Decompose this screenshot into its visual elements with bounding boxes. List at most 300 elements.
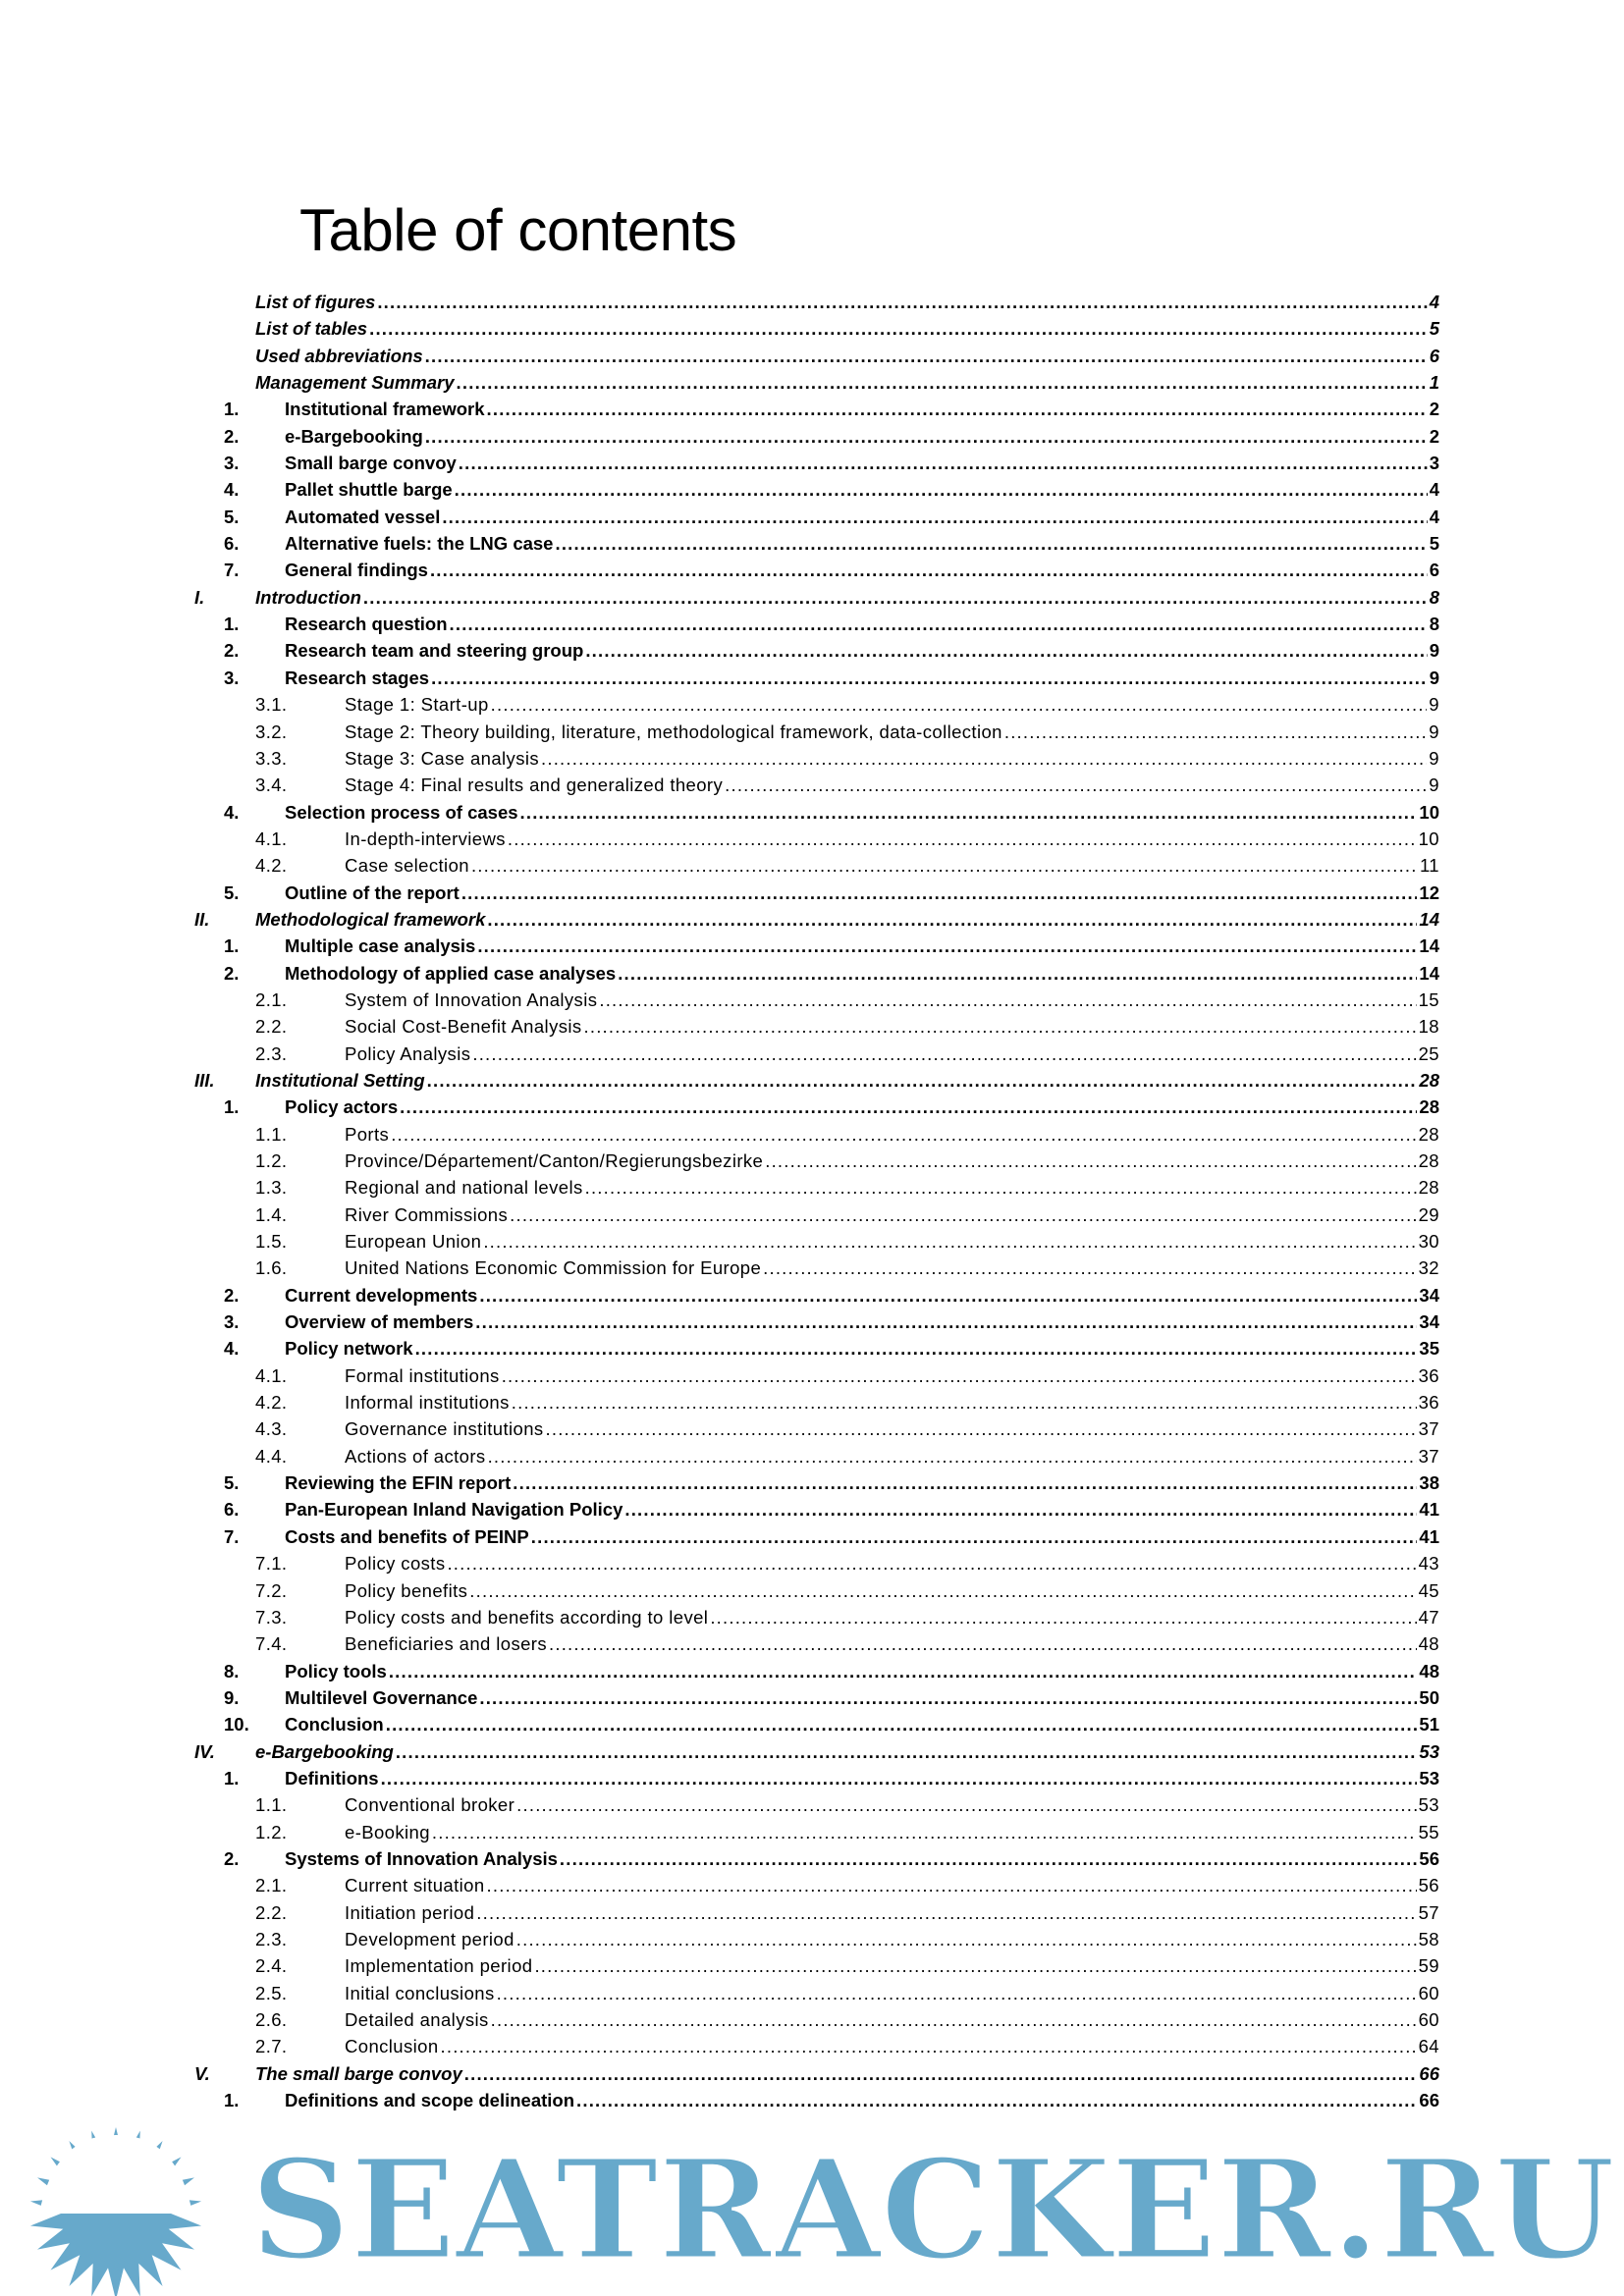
toc-entry-label: Detailed analysis xyxy=(345,2009,489,2030)
toc-entry-number: 2. xyxy=(224,640,240,662)
toc-entry-page: 18 xyxy=(1418,1016,1439,1038)
toc-entry[interactable] xyxy=(194,1604,1439,1630)
toc-entry[interactable] xyxy=(194,772,1439,798)
dot-leader xyxy=(576,2087,1417,2113)
toc-entry-label: Social Cost-Benefit Analysis xyxy=(345,1016,582,1038)
toc-entry-number: 1. xyxy=(224,935,240,957)
toc-entry-label: Policy costs xyxy=(345,1553,446,1575)
toc-entry-number: 2. xyxy=(224,1847,240,1869)
toc-entry[interactable] xyxy=(194,1389,1439,1415)
toc-entry-page: 4 xyxy=(1429,506,1439,527)
toc-entry-page: 28 xyxy=(1418,1177,1439,1199)
dot-leader xyxy=(725,772,1427,798)
toc-entry-number: 2. xyxy=(224,425,240,447)
toc-entry-page: 10 xyxy=(1418,828,1439,849)
toc-entry-number: II. xyxy=(194,908,210,930)
toc-entry-label: Stage 3: Case analysis xyxy=(345,747,540,769)
dot-leader xyxy=(487,1872,1417,1898)
toc-entry-label: Outline of the report xyxy=(285,881,460,903)
toc-entry[interactable] xyxy=(194,933,1439,959)
toc-entry-number: 4. xyxy=(224,1338,240,1360)
dot-leader xyxy=(381,1765,1418,1791)
dot-leader xyxy=(516,1791,1416,1818)
toc-entry[interactable] xyxy=(194,1443,1439,1469)
toc-entry[interactable] xyxy=(194,369,1439,396)
toc-entry-page: 8 xyxy=(1429,614,1439,635)
dot-leader xyxy=(476,1899,1416,1926)
dot-leader xyxy=(377,289,1427,315)
toc-entry[interactable] xyxy=(194,1013,1439,1040)
toc-entry-number: 2.2. xyxy=(255,1901,288,1923)
dot-leader xyxy=(584,1013,1417,1040)
toc-entry-number: 3.4. xyxy=(255,774,288,796)
toc-entry-page: 66 xyxy=(1419,2062,1439,2084)
toc-entry-label: Multilevel Governance xyxy=(285,1686,478,1708)
toc-entry-label: Stage 1: Start-up xyxy=(345,694,489,716)
toc-entry[interactable] xyxy=(194,1255,1439,1281)
dot-leader xyxy=(386,1711,1418,1737)
toc-entry-label: List of figures xyxy=(255,292,376,312)
toc-entry-number: 2.6. xyxy=(255,2009,288,2030)
toc-entry[interactable] xyxy=(194,880,1439,906)
toc-entry-page: 48 xyxy=(1418,1633,1439,1655)
toc-entry-number: 9. xyxy=(224,1686,240,1708)
toc-entry-label: Costs and benefits of PEINP xyxy=(285,1525,529,1547)
toc-entry-page: 56 xyxy=(1419,1847,1439,1869)
toc-entry[interactable] xyxy=(194,1899,1439,1926)
toc-entry[interactable] xyxy=(194,315,1439,342)
toc-entry-number: 5. xyxy=(224,506,240,527)
toc-entry[interactable] xyxy=(194,1819,1439,1845)
toc-entry-number: 3. xyxy=(224,667,240,688)
toc-entry[interactable] xyxy=(194,1791,1439,1818)
toc-entry-page: 41 xyxy=(1419,1525,1439,1547)
toc-entry[interactable] xyxy=(194,1282,1439,1308)
toc-entry-number: 6. xyxy=(224,1499,240,1521)
toc-entry[interactable] xyxy=(194,691,1439,718)
toc-entry-label: Conclusion xyxy=(285,1714,384,1735)
toc-entry[interactable] xyxy=(194,1201,1439,1228)
toc-entry-page: 12 xyxy=(1419,881,1439,903)
toc-entry-page: 28 xyxy=(1418,1123,1439,1145)
toc-entry[interactable] xyxy=(194,1952,1439,1979)
dot-leader xyxy=(546,1415,1417,1442)
toc-entry-label: Small barge convoy xyxy=(285,453,457,474)
toc-entry[interactable] xyxy=(194,1496,1439,1522)
toc-entry[interactable] xyxy=(194,1121,1439,1148)
toc-entry-page: 15 xyxy=(1418,988,1439,1010)
toc-entry-page: 9 xyxy=(1429,694,1439,716)
toc-entry[interactable] xyxy=(194,745,1439,772)
toc-entry-label: Multiple case analysis xyxy=(285,935,476,957)
toc-entry-label: United Nations Economic Commission for Europe xyxy=(345,1257,762,1279)
toc-entry-number: 2.5. xyxy=(255,1982,288,2003)
toc-entry-page: 9 xyxy=(1429,774,1439,796)
dot-leader xyxy=(415,1335,1418,1362)
toc-entry-page: 53 xyxy=(1419,1767,1439,1789)
toc-entry-number: 10. xyxy=(224,1714,249,1735)
page-title: Table of contents xyxy=(299,197,737,263)
toc-entry[interactable] xyxy=(194,476,1439,503)
toc-entry-number: 2. xyxy=(224,962,240,984)
toc-entry-number: 5. xyxy=(224,881,240,903)
toc-entry-label: In-depth-interviews xyxy=(345,828,506,849)
toc-entry-number: 7. xyxy=(224,1525,240,1547)
toc-entry[interactable] xyxy=(194,1415,1439,1442)
toc-entry-label: Formal institutions xyxy=(345,1364,500,1386)
dot-leader xyxy=(534,1952,1416,1979)
dot-leader xyxy=(369,315,1428,342)
dot-leader xyxy=(461,880,1418,906)
toc-entry-number: 4.3. xyxy=(255,1418,288,1440)
toc-entry-label: Policy benefits xyxy=(345,1579,468,1601)
toc-entry-page: 37 xyxy=(1418,1418,1439,1440)
toc-entry[interactable] xyxy=(194,1658,1439,1684)
dot-leader xyxy=(442,504,1427,530)
toc-entry-label: Stage 4: Final results and generalized theory xyxy=(345,774,724,796)
toc-entry[interactable] xyxy=(194,450,1439,476)
toc-entry[interactable] xyxy=(194,1872,1439,1898)
dot-leader xyxy=(516,1926,1417,1952)
toc-entry[interactable] xyxy=(194,1980,1439,2006)
dot-leader xyxy=(457,369,1428,396)
dot-leader xyxy=(427,1067,1418,1094)
toc-entry-page: 43 xyxy=(1418,1553,1439,1575)
toc-entry[interactable] xyxy=(194,719,1439,745)
toc-entry-number: I. xyxy=(194,586,205,608)
toc-entry[interactable] xyxy=(194,1228,1439,1255)
toc-entry-label: Regional and national levels xyxy=(345,1177,583,1199)
toc-entry-number: 1. xyxy=(224,1096,240,1118)
toc-entry-label: Initiation period xyxy=(345,1901,475,1923)
toc-entry[interactable] xyxy=(194,2006,1439,2033)
dot-leader xyxy=(555,530,1427,557)
toc-entry[interactable] xyxy=(194,1308,1439,1335)
dot-leader xyxy=(531,1523,1418,1550)
dot-leader xyxy=(549,1630,1417,1657)
toc-entry-label: Current situation xyxy=(345,1875,485,1896)
toc-entry[interactable] xyxy=(194,343,1439,369)
toc-entry[interactable] xyxy=(194,611,1439,637)
toc-entry-page: 4 xyxy=(1429,292,1439,312)
toc-entry-page: 36 xyxy=(1418,1392,1439,1414)
toc-entry-page: 41 xyxy=(1419,1499,1439,1521)
toc-entry-page: 36 xyxy=(1418,1364,1439,1386)
toc-entry-page: 14 xyxy=(1419,908,1439,930)
dot-leader xyxy=(488,1443,1417,1469)
toc-entry[interactable] xyxy=(194,1630,1439,1657)
toc-entry-label: List of tables xyxy=(255,318,368,340)
dot-leader xyxy=(502,1362,1417,1389)
dot-leader xyxy=(510,1201,1416,1228)
toc-entry[interactable] xyxy=(194,1926,1439,1952)
toc-entry-page: 53 xyxy=(1419,1740,1439,1762)
toc-entry-label: Beneficiaries and losers xyxy=(345,1633,548,1655)
toc-entry-label: Management Summary xyxy=(255,372,455,394)
toc-entry-label: e-Bargebooking xyxy=(285,425,423,447)
dot-leader xyxy=(599,987,1416,1013)
dot-leader xyxy=(497,1980,1417,2006)
dot-leader xyxy=(520,799,1418,826)
dot-leader xyxy=(472,1041,1416,1067)
dot-leader xyxy=(471,852,1418,879)
toc-entry[interactable] xyxy=(194,637,1439,664)
toc-entry-page: 25 xyxy=(1418,1042,1439,1064)
dot-leader xyxy=(425,343,1428,369)
toc-entry-label: The small barge convoy xyxy=(255,2062,462,2084)
toc-entry-label: e-Booking xyxy=(345,1821,430,1842)
dot-leader xyxy=(479,1684,1417,1711)
dot-leader xyxy=(363,584,1428,611)
toc-entry-number: 4.1. xyxy=(255,1364,288,1386)
toc-entry-label: Reviewing the EFIN report xyxy=(285,1472,512,1494)
toc-entry-page: 50 xyxy=(1419,1686,1439,1708)
toc-entry[interactable] xyxy=(194,1041,1439,1067)
toc-entry-number: 1.3. xyxy=(255,1177,288,1199)
toc-entry-label: Selection process of cases xyxy=(285,801,518,823)
toc-entry-number: 7.4. xyxy=(255,1633,288,1655)
dot-leader xyxy=(396,1738,1418,1765)
toc-entry-page: 32 xyxy=(1418,1257,1439,1279)
toc-entry-label: System of Innovation Analysis xyxy=(345,988,598,1010)
toc-entry-number: 1. xyxy=(224,2090,240,2111)
dot-leader xyxy=(464,2060,1418,2087)
toc-entry-label: Case selection xyxy=(345,855,469,877)
toc-entry-page: 60 xyxy=(1418,1982,1439,2003)
toc-entry-page: 37 xyxy=(1418,1445,1439,1467)
toc-entry-number: 2.1. xyxy=(255,1875,288,1896)
toc-entry-page: 28 xyxy=(1418,1150,1439,1171)
toc-entry-page: 45 xyxy=(1418,1579,1439,1601)
toc-entry-number: 6. xyxy=(224,533,240,555)
toc-entry[interactable] xyxy=(194,423,1439,450)
toc-entry-page: 14 xyxy=(1419,962,1439,984)
toc-entry-number: 2.7. xyxy=(255,2036,288,2057)
toc-entry-page: 60 xyxy=(1418,2009,1439,2030)
toc-entry[interactable] xyxy=(194,2087,1439,2113)
toc-entry-page: 35 xyxy=(1419,1338,1439,1360)
toc-entry-page: 2 xyxy=(1429,425,1439,447)
toc-entry-page: 9 xyxy=(1429,640,1439,662)
toc-entry-number: 1.2. xyxy=(255,1821,288,1842)
toc-entry-label: Policy tools xyxy=(285,1660,387,1682)
toc-entry-number: 1. xyxy=(224,399,240,420)
toc-entry[interactable] xyxy=(194,1362,1439,1389)
toc-entry-label: Conclusion xyxy=(345,2036,439,2057)
toc-entry-number: 3. xyxy=(224,453,240,474)
toc-entry[interactable] xyxy=(194,906,1439,933)
toc-entry-page: 9 xyxy=(1429,747,1439,769)
toc-entry[interactable] xyxy=(194,1094,1439,1120)
toc-entry-number: 3.2. xyxy=(255,721,288,742)
toc-entry[interactable] xyxy=(194,1845,1439,1872)
toc-entry-number: 2.2. xyxy=(255,1016,288,1038)
toc-entry-number: 2.3. xyxy=(255,1928,288,1949)
toc-entry[interactable] xyxy=(194,1577,1439,1604)
dot-leader xyxy=(425,423,1428,450)
toc-entry-label: Implementation period xyxy=(345,1955,533,1977)
toc-entry-label: Definitions xyxy=(285,1767,379,1789)
dot-leader xyxy=(400,1094,1417,1120)
toc-entry[interactable] xyxy=(194,987,1439,1013)
dot-leader xyxy=(710,1604,1416,1630)
toc-entry-number: 4. xyxy=(224,801,240,823)
toc-entry[interactable] xyxy=(194,504,1439,530)
toc-entry[interactable] xyxy=(194,1550,1439,1576)
toc-entry-label: Automated vessel xyxy=(285,506,441,527)
toc-entry-label: Conventional broker xyxy=(345,1794,515,1816)
dot-leader xyxy=(459,450,1428,476)
toc-entry-number: 4.2. xyxy=(255,1392,288,1414)
toc-entry-number: 3.3. xyxy=(255,747,288,769)
dot-leader xyxy=(479,1282,1417,1308)
toc-entry-number: 1.1. xyxy=(255,1123,288,1145)
toc-entry-number: 8. xyxy=(224,1660,240,1682)
toc-entry[interactable] xyxy=(194,584,1439,611)
seatracker-watermark-logo xyxy=(0,2125,1624,2296)
toc-entry-page: 8 xyxy=(1429,586,1439,608)
toc-entry-label: Policy costs and benefits according to level xyxy=(345,1606,709,1628)
watermark-text: SEATRACKER.RU xyxy=(250,2130,1616,2291)
dot-leader xyxy=(513,1469,1417,1496)
toc-entry[interactable] xyxy=(194,1765,1439,1791)
toc-entry-label: Methodology of applied case analyses xyxy=(285,962,617,984)
toc-entry-page: 38 xyxy=(1419,1472,1439,1494)
toc-entry-label: Pallet shuttle barge xyxy=(285,479,453,501)
toc-entry-number: 2. xyxy=(224,1284,240,1306)
toc-entry-page: 55 xyxy=(1418,1821,1439,1842)
dot-leader xyxy=(541,745,1427,772)
toc-entry-page: 9 xyxy=(1429,667,1439,688)
toc-entry[interactable] xyxy=(194,289,1439,315)
toc-entry[interactable] xyxy=(194,530,1439,557)
toc-entry-page: 34 xyxy=(1419,1311,1439,1333)
toc-entry[interactable] xyxy=(194,1067,1439,1094)
toc-entry[interactable] xyxy=(194,396,1439,422)
toc-entry-label: Alternative fuels: the LNG case xyxy=(285,533,554,555)
toc-entry-page: 6 xyxy=(1429,345,1439,366)
toc-entry[interactable] xyxy=(194,1684,1439,1711)
toc-entry[interactable] xyxy=(194,1738,1439,1765)
toc-entry-label: Province/Département/Canton/Regierungsbezirke xyxy=(345,1150,764,1171)
dot-leader xyxy=(431,665,1428,691)
dot-leader xyxy=(618,960,1417,987)
toc-entry[interactable] xyxy=(194,1523,1439,1550)
toc-entry[interactable] xyxy=(194,852,1439,879)
toc-entry-number: 3. xyxy=(224,1311,240,1333)
dot-leader xyxy=(508,826,1417,852)
toc-entry[interactable] xyxy=(194,799,1439,826)
dot-leader xyxy=(450,611,1428,637)
toc-entry-label: Current developments xyxy=(285,1284,478,1306)
toc-entry-number: 2.3. xyxy=(255,1042,288,1064)
toc-entry-label: Research team and steering group xyxy=(285,640,584,662)
dot-leader xyxy=(455,476,1428,503)
toc-entry-number: IV. xyxy=(194,1740,215,1762)
dot-leader xyxy=(765,1148,1416,1174)
toc-entry-page: 5 xyxy=(1429,533,1439,555)
toc-entry[interactable] xyxy=(194,1174,1439,1201)
toc-entry-number: 3.1. xyxy=(255,694,288,716)
toc-entry-page: 58 xyxy=(1418,1928,1439,1949)
toc-entry-number: 4.4. xyxy=(255,1445,288,1467)
dot-leader xyxy=(512,1389,1417,1415)
dot-leader xyxy=(491,691,1428,718)
toc-entry[interactable] xyxy=(194,1148,1439,1174)
toc-entry-page: 9 xyxy=(1429,721,1439,742)
toc-entry-page: 28 xyxy=(1419,1096,1439,1118)
toc-entry-page: 51 xyxy=(1419,1714,1439,1735)
toc-entry[interactable] xyxy=(194,557,1439,583)
toc-entry-page: 11 xyxy=(1419,855,1439,877)
dot-leader xyxy=(1004,719,1427,745)
toc-entry[interactable] xyxy=(194,1335,1439,1362)
toc-entry-number: 4.2. xyxy=(255,855,288,877)
toc-entry-label: Governance institutions xyxy=(345,1418,544,1440)
toc-entry-label: Policy network xyxy=(285,1338,413,1360)
toc-entry-page: 14 xyxy=(1419,935,1439,957)
toc-entry[interactable] xyxy=(194,960,1439,987)
dot-leader xyxy=(447,1550,1416,1576)
toc-entry-number: V. xyxy=(194,2062,210,2084)
toc-entry[interactable] xyxy=(194,1711,1439,1737)
toc-entry-label: General findings xyxy=(285,560,428,581)
toc-entry-page: 28 xyxy=(1419,1069,1439,1091)
toc-entry-label: Policy actors xyxy=(285,1096,399,1118)
toc-entry-label: Research question xyxy=(285,614,448,635)
dot-leader xyxy=(491,2006,1417,2033)
toc-entry-number: 4.1. xyxy=(255,828,288,849)
toc-entry-number: 1.1. xyxy=(255,1794,288,1816)
toc-entry-label: Development period xyxy=(345,1928,514,1949)
toc-entry[interactable] xyxy=(194,1469,1439,1496)
toc-entry-number: 1.2. xyxy=(255,1150,288,1171)
toc-entry[interactable] xyxy=(194,665,1439,691)
toc-entry-label: Stage 2: Theory building, literature, methodological framework, data-collection xyxy=(345,721,1002,742)
toc-entry-label: e-Bargebooking xyxy=(255,1740,394,1762)
toc-entry-label: Systems of Innovation Analysis xyxy=(285,1847,558,1869)
toc-entry-label: Methodological framework xyxy=(255,908,486,930)
toc-entry-label: Pan-European Inland Navigation Policy xyxy=(285,1499,623,1521)
toc-entry-label: Policy Analysis xyxy=(345,1042,471,1064)
toc-entry-number: 7.3. xyxy=(255,1606,288,1628)
dot-leader xyxy=(487,906,1417,933)
toc-entry-number: 1.6. xyxy=(255,1257,288,1279)
dot-leader xyxy=(585,1174,1417,1201)
toc-entry-number: 2.1. xyxy=(255,988,288,1010)
toc-entry-page: 1 xyxy=(1429,372,1439,394)
toc-entry-page: 34 xyxy=(1419,1284,1439,1306)
dot-leader xyxy=(585,637,1427,664)
toc-entry[interactable] xyxy=(194,826,1439,852)
dot-leader xyxy=(477,933,1417,959)
toc-entry-number: 1.4. xyxy=(255,1203,288,1225)
dot-leader xyxy=(469,1577,1416,1604)
toc-entry-page: 57 xyxy=(1418,1901,1439,1923)
toc-entry-number: 7.1. xyxy=(255,1553,288,1575)
toc-entry-label: Definitions and scope delineation xyxy=(285,2090,575,2111)
toc-entry[interactable] xyxy=(194,2060,1439,2087)
toc-entry-label: European Union xyxy=(345,1231,482,1253)
toc-entry-number: 1. xyxy=(224,1767,240,1789)
toc-entry-label: Overview of members xyxy=(285,1311,474,1333)
toc-entry-number: 1. xyxy=(224,614,240,635)
toc-entry-number: 1.5. xyxy=(255,1231,288,1253)
toc-entry[interactable] xyxy=(194,2033,1439,2059)
dot-leader xyxy=(441,2033,1417,2059)
toc-entry-page: 2 xyxy=(1429,399,1439,420)
toc-entry-page: 29 xyxy=(1418,1203,1439,1225)
